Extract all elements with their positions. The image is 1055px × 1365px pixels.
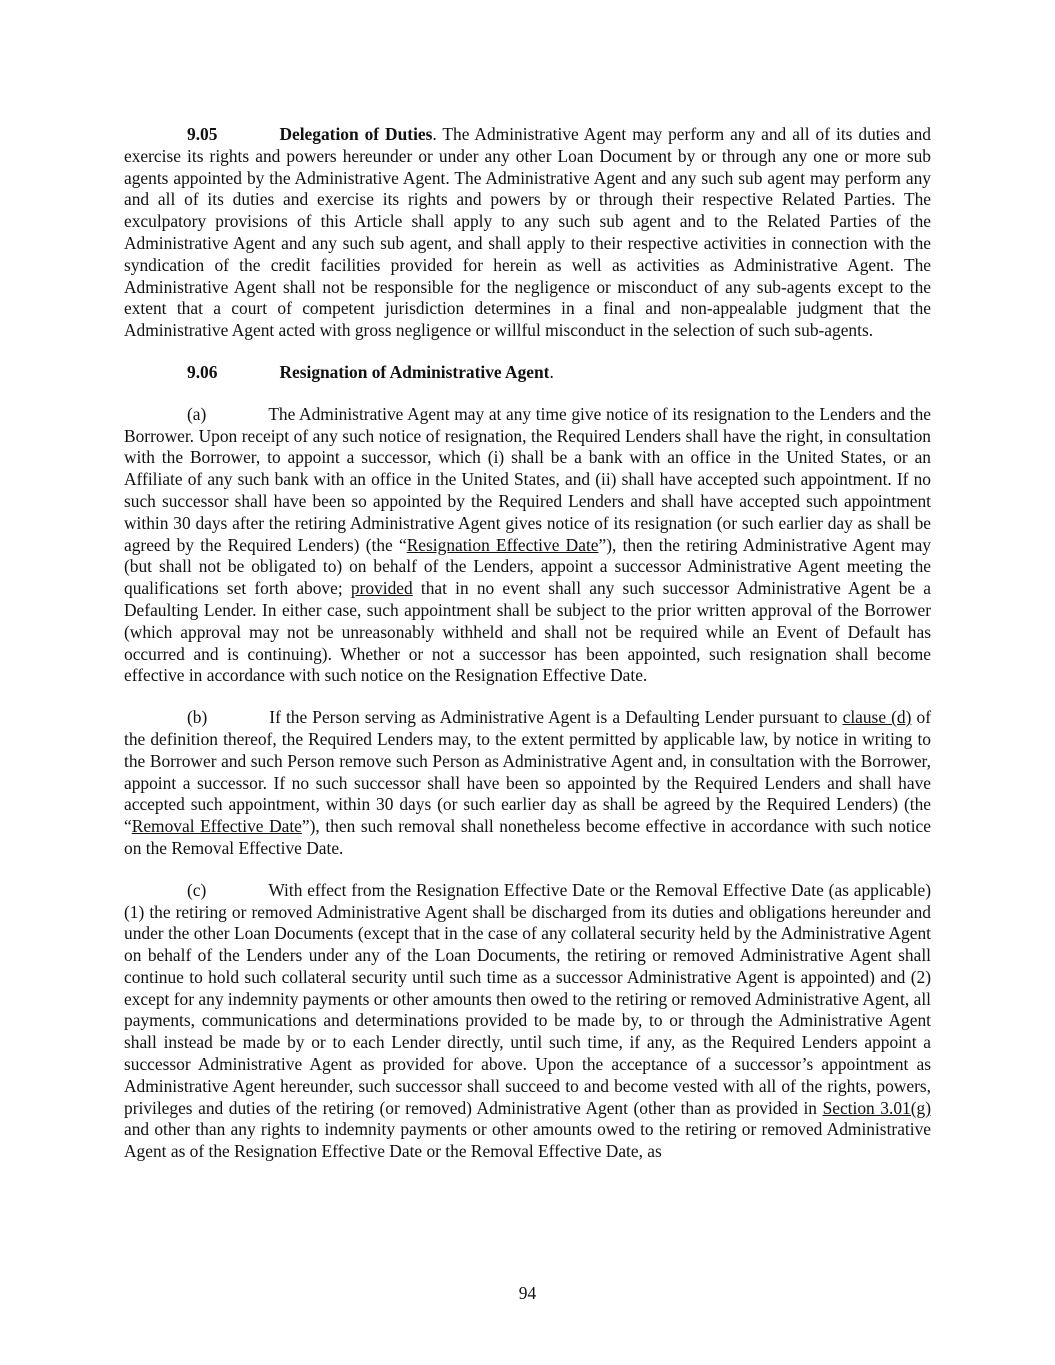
section-9-05-number: 9.05 bbox=[187, 124, 218, 144]
reference-section-3-01-g: Section 3.01(g) bbox=[822, 1097, 931, 1118]
paragraph-b-label: (b) bbox=[187, 707, 208, 728]
paragraph-b-text-1: If the Person serving as Administrative Agent is a Defaulting Lender pursuant to bbox=[269, 707, 843, 728]
section-9-05-paragraph bbox=[124, 124, 931, 342]
paragraph-a-text-3: that in no event shall any such successor Administrative Agent be a Defaulting Lender. In either case, such appointment shall be subject to the prior written approval of the Borrower (which approval may not be unreasonably withheld and shall not be required while an Event of Default has occurred and is continuing). Whether or not a successor has been appointed, such resignation shall become effective in accordance with such notice on the Resignation Effective Date. bbox=[124, 578, 931, 686]
section-9-06-title: Resignation of Administrative Agent bbox=[279, 361, 550, 382]
term-provided: provided bbox=[350, 578, 413, 599]
page-number: 94 bbox=[518, 1283, 537, 1303]
paragraph-a-label: (a) bbox=[187, 403, 207, 424]
paragraph-b-text-3: ”), then such removal shall nonetheless become effective in accordance with such notice on the Removal Effective Date. bbox=[124, 816, 931, 858]
paragraph-c bbox=[124, 880, 931, 1163]
paragraph-c-text-2: and other than any rights to indemnity payments or other amounts owed to the retiring or removed Administrative Agent as of the Resignation Effective Date or the Removal Effective Date, as bbox=[124, 1119, 931, 1162]
section-9-06-number: 9.06 bbox=[187, 361, 218, 382]
reference-clause-d: clause (d) bbox=[842, 707, 912, 728]
paragraph-a bbox=[124, 404, 931, 687]
section-9-06-title-end: . bbox=[549, 361, 554, 382]
defined-term-removal-effective-date: Removal Effective Date bbox=[131, 816, 302, 837]
section-9-05-body: The Administrative Agent may perform any and all of its duties and exercise its rights and powers hereunder or under any other Loan Document by or through any one or more sub agents appointed by the Administrative Agent. The Administrative Agent and any such sub agent may perform any and all of its duties and exercise its rights and powers by or through their respective Related Parties. The exculpatory provisions of this Article shall apply to any such sub agent and to the Related Parties of the Administrative Agent and any such sub agent, and shall apply to their respective activities in connection with the syndication of the credit facilities provided for herein as well as activities as Administrative Agent. The Administrative Agent shall not be responsible for the negligence or misconduct of any sub-agents except to the extent that a court of competent jurisdiction determines in a final and non-appealable judgment that the Administrative Agent acted with gross negligence or willful misconduct in the selection of such sub-agents. bbox=[124, 124, 931, 341]
section-9-06-heading bbox=[124, 362, 931, 384]
paragraph-b bbox=[124, 707, 931, 860]
section-9-05-title-end: . bbox=[432, 124, 437, 144]
paragraph-a-text-2: ”), then the retiring Administrative Agent may (but shall not be obligated to) on behalf of the Lenders, appoint a successor Administrative Agent meeting the qualifications set forth above; bbox=[124, 534, 931, 599]
document-page bbox=[124, 124, 931, 1183]
paragraph-c-text-1: With effect from the Resignation Effective Date or the Removal Effective Date (as applicable) (1) the retiring or removed Administrative Agent shall be discharged from its duties and obligations hereunder and under the other Loan Documents (except that in the case of any collateral security held by the Administrative Agent on behalf of the Lenders under any of the Loan Documents, the retiring or removed Administrative Agent shall continue to hold such collateral security until such time as a successor Administrative Agent is appointed) and (2) except for any indemnity payments or other amounts then owed to the retiring or removed Administrative Agent, all payments, communications and determinations provided to be made by, to or through the Administrative Agent shall instead be made by or to each Lender directly, until such time, if any, as the Required Lenders appoint a successor Administrative Agent as provided for above. Upon the acceptance of a successor’s appointment as Administrative Agent hereunder, such successor shall succeed to and become vested with all of the rights, powers, privileges and duties of the retiring (or removed) Administrative Agent (other than as provided in bbox=[124, 879, 931, 1118]
paragraph-c-label: (c) bbox=[187, 879, 207, 900]
paragraph-b-text-2: of the definition thereof, the Required Lenders may, to the extent permitted by applicable law, by notice in writing to the Borrower and such Person remove such Person as Administrative Agent and, in consultation with the Borrower, appoint a successor. If no such successor shall have been so appointed by the Required Lenders and shall have accepted such appointment, within 30 days (or such earlier day as shall be agreed by the Required Lenders) (the “ bbox=[124, 707, 932, 837]
defined-term-resignation-effective-date: Resignation Effective Date bbox=[406, 534, 599, 555]
section-9-05-title: Delegation of Duties bbox=[279, 124, 433, 144]
paragraph-a-text-1: The Administrative Agent may at any time give notice of its resignation to the Lenders and the Borrower. Upon receipt of any such notice of resignation, the Required Lenders shall have the right, in consultation with the Borrower, to appoint a successor, which (i) shall be a bank with an office in the United States, or an Affiliate of any such bank with an office in the United States, and (ii) shall have accepted such appointment. If no such successor shall have been so appointed by the Required Lenders and shall have accepted such appointment within 30 days after the retiring Administrative Agent gives notice of its resignation (or such earlier day as shall be agreed by the Required Lenders) (the “ bbox=[124, 403, 931, 555]
